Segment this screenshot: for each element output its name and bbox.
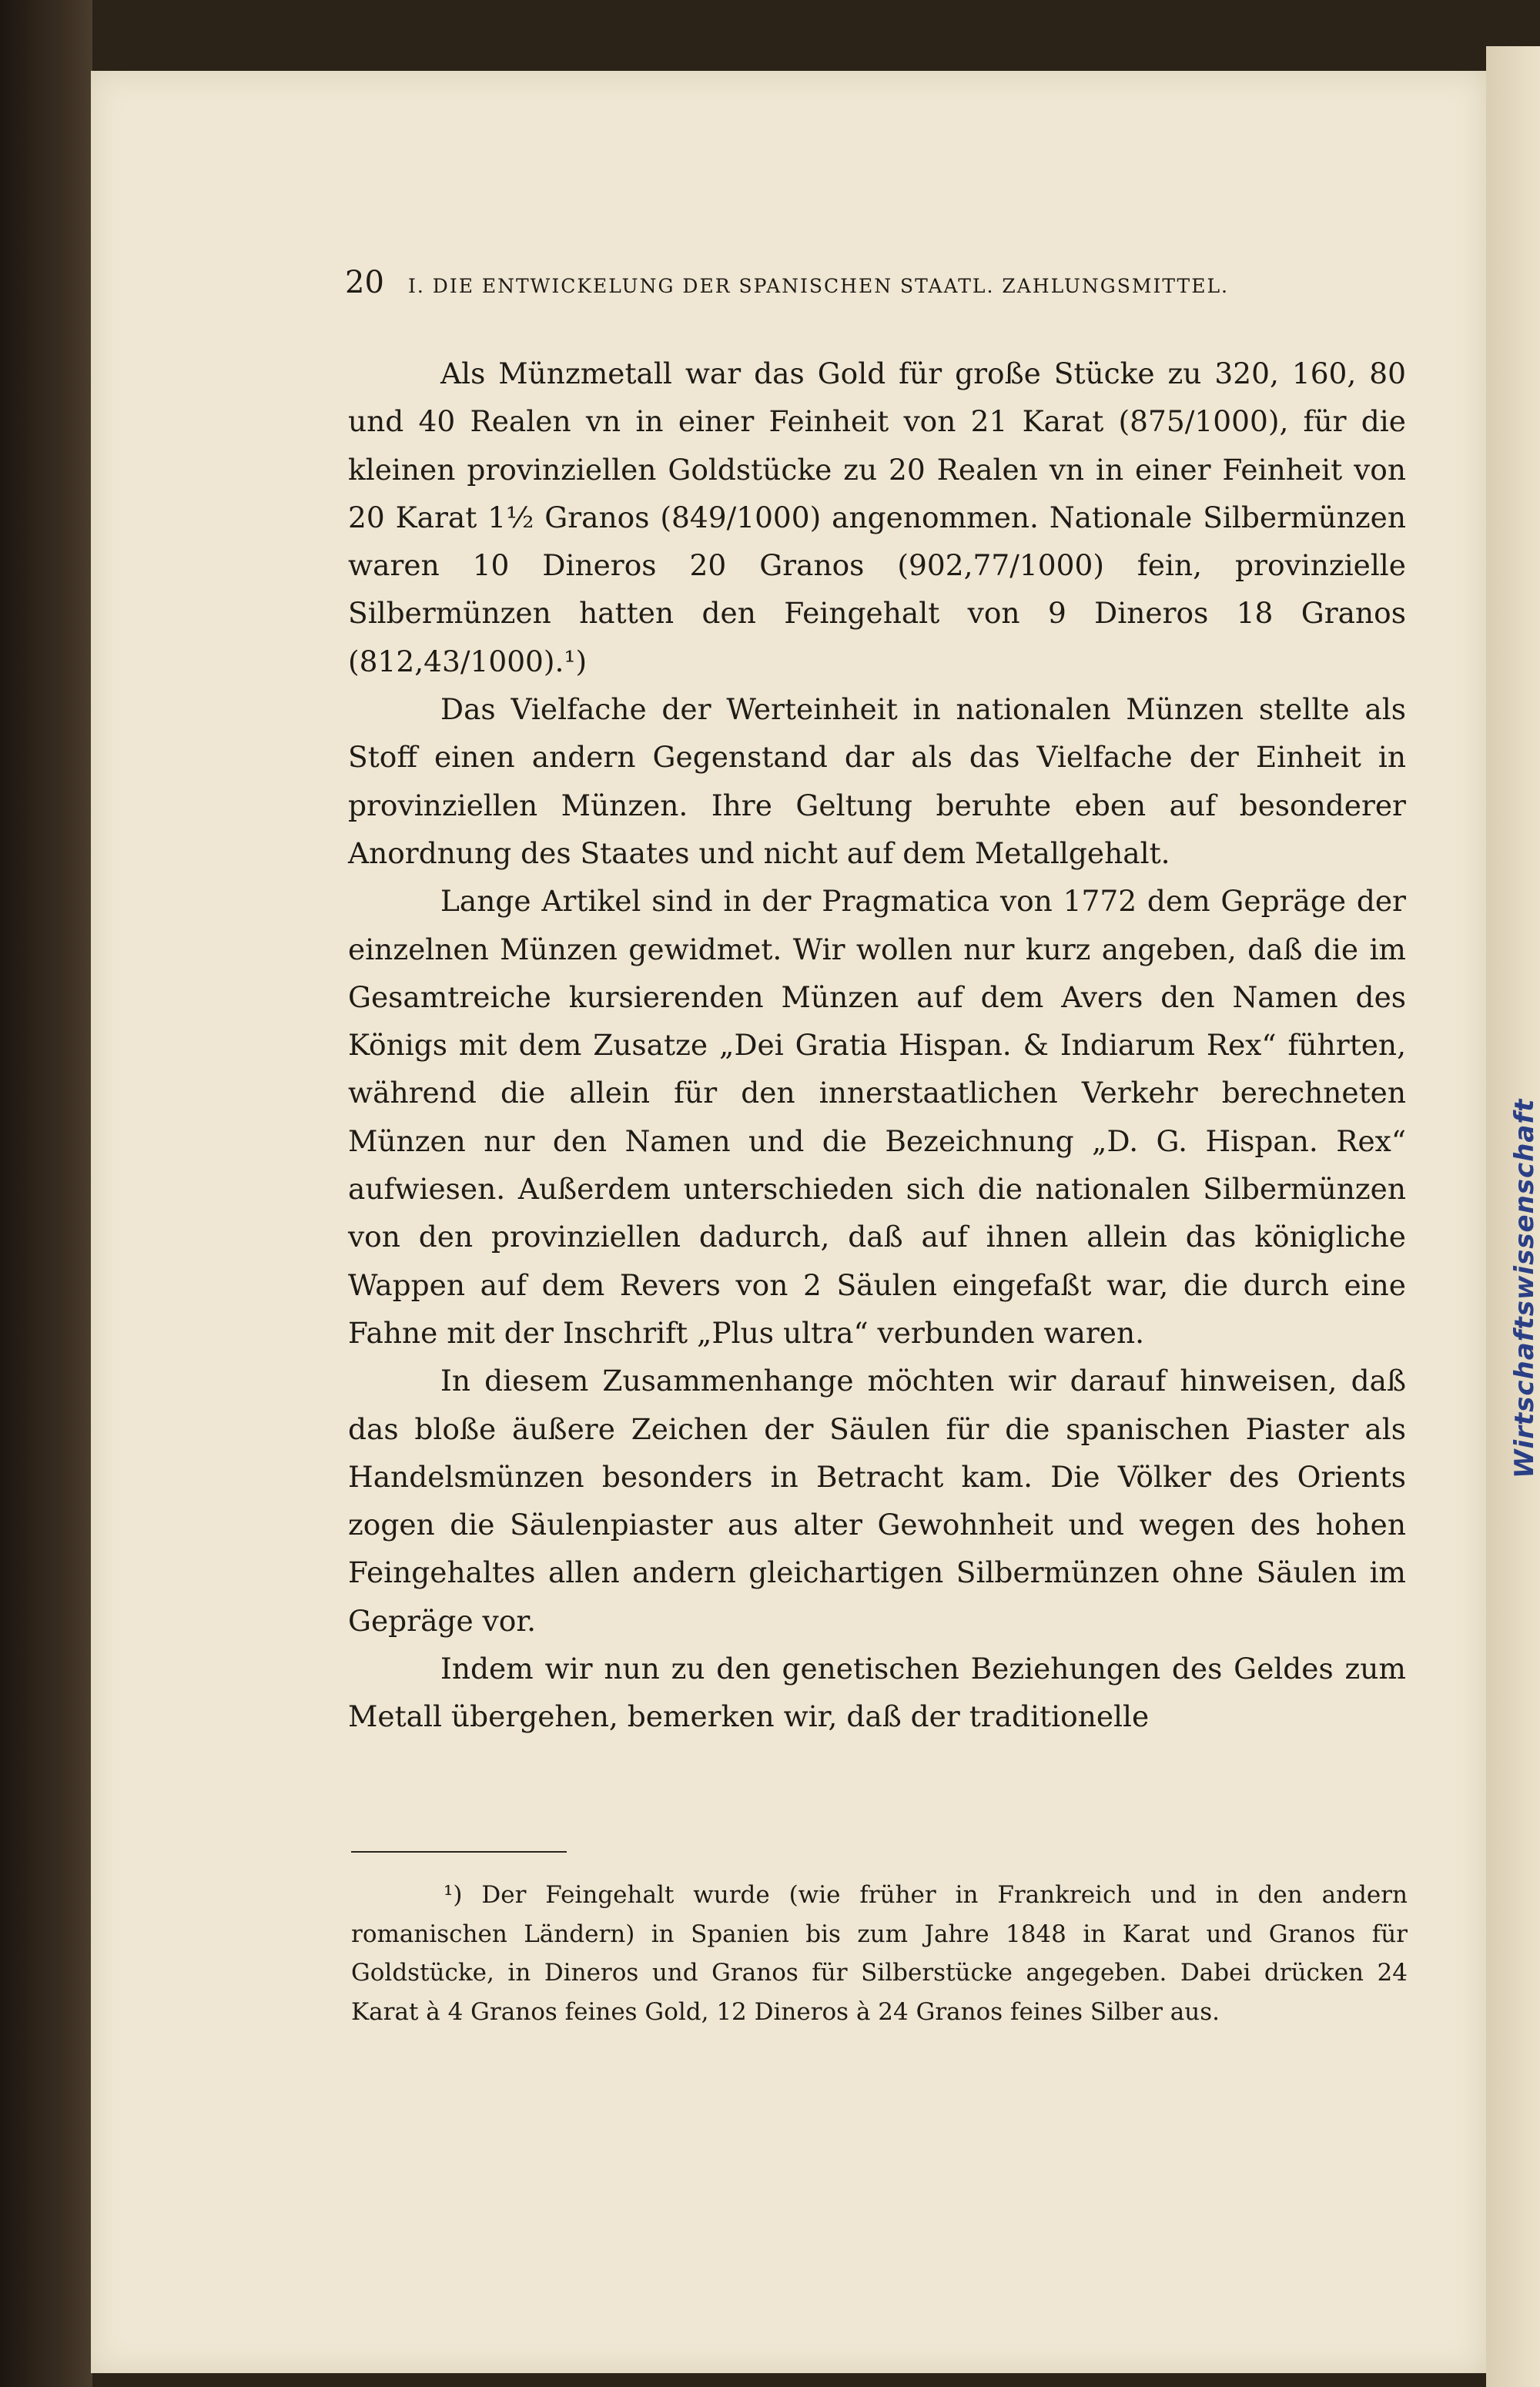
paragraph-value-unit: Das Vielfache der Werteinheit in nationalen Münzen stellte als Stoff einen andern Gegenstand dar als das Vielfache der Einheit in provinziellen Münzen. Ihre Geltung beruhte eben auf besonderer Anordnung des Staates und nicht auf dem Metallgehalt. xyxy=(348,692,1406,870)
library-stamp: Wirtschaftswissenschaft xyxy=(1509,1098,1540,1478)
paragraph-pillar-piaster: In diesem Zusammenhange möchten wir darauf hinweisen, daß das bloße äußere Zeichen der Säulen für die spanischen Piaster als Handelsmünzen besonders in Betracht kam. Die Völker des Orients zogen die Säulenpiaster aus alter Gewohnheit und wegen des hohen Feingehaltes allen andern gleichartigen Silbermünzen ohne Säulen im Gepräge vor. xyxy=(348,1364,1406,1638)
footnote xyxy=(351,1876,1408,2031)
page-number: 20 xyxy=(345,265,384,300)
paragraph-genetic-relations: Indem wir nun zu den genetischen Beziehungen des Geldes zum Metall übergehen, bemerken wir, daß der traditionelle xyxy=(348,1652,1406,1734)
book-binding-edge xyxy=(0,0,92,2387)
page-header xyxy=(345,265,1408,300)
paragraph-coin-design: Lange Artikel sind in der Pragmatica von 1772 dem Gepräge der einzelnen Münzen gewidmet. Wir wollen nur kurz angeben, daß die im Gesamtreiche kursierenden Münzen auf dem Avers den Namen des Königs mit dem Zusatze „Dei Gratia Hispan. & Indiarum Rex“ führten, während die allein für den innerstaatlichen Verkehr berechneten Münzen nur den Namen und die Bezeichnung „D. G. Hispan. Rex“ aufwiesen. Außerdem unterschieden sich die nationalen Silbermünzen von den provinziellen dadurch, daß auf ihnen allein das königliche Wappen auf dem Revers von 2 Säulen eingefaßt war, die durch eine Fahne mit der Inschrift „Plus ultra“ verbunden waren. xyxy=(348,884,1406,1350)
running-head: I. DIE ENTWICKELUNG DER SPANISCHEN STAATL. ZAHLUNGSMITTEL. xyxy=(408,275,1229,297)
main-text xyxy=(348,350,1406,1741)
footnote-text: ¹) Der Feingehalt wurde (wie früher in Frankreich und in den andern romanischen Ländern) in Spanien bis zum Jahre 1848 in Karat und Granos für Goldstücke, in Dineros und Granos für Silberstücke angegeben. Dabei drücken 24 Karat à 4 Granos feines Gold, 12 Dineros à 24 Granos feines Silber aus. xyxy=(351,1881,1408,2026)
paragraph-metals: Als Münzmetall war das Gold für große Stücke zu 320, 160, 80 und 40 Realen vn in einer Feinheit von 21 Karat (875/1000), für die kleinen provinziellen Goldstücke zu 20 Realen vn in einer Feinheit von 20 Karat 1½ Granos (849/1000) angenommen. Nationale Silbermünzen waren 10 Dineros 20 Granos (902,77/1000) fein, provinzielle Silbermünzen hatten den Feingehalt von 9 Dineros 18 Granos (812,43/1000).¹) xyxy=(348,357,1406,678)
footnote-divider xyxy=(351,1851,567,1853)
